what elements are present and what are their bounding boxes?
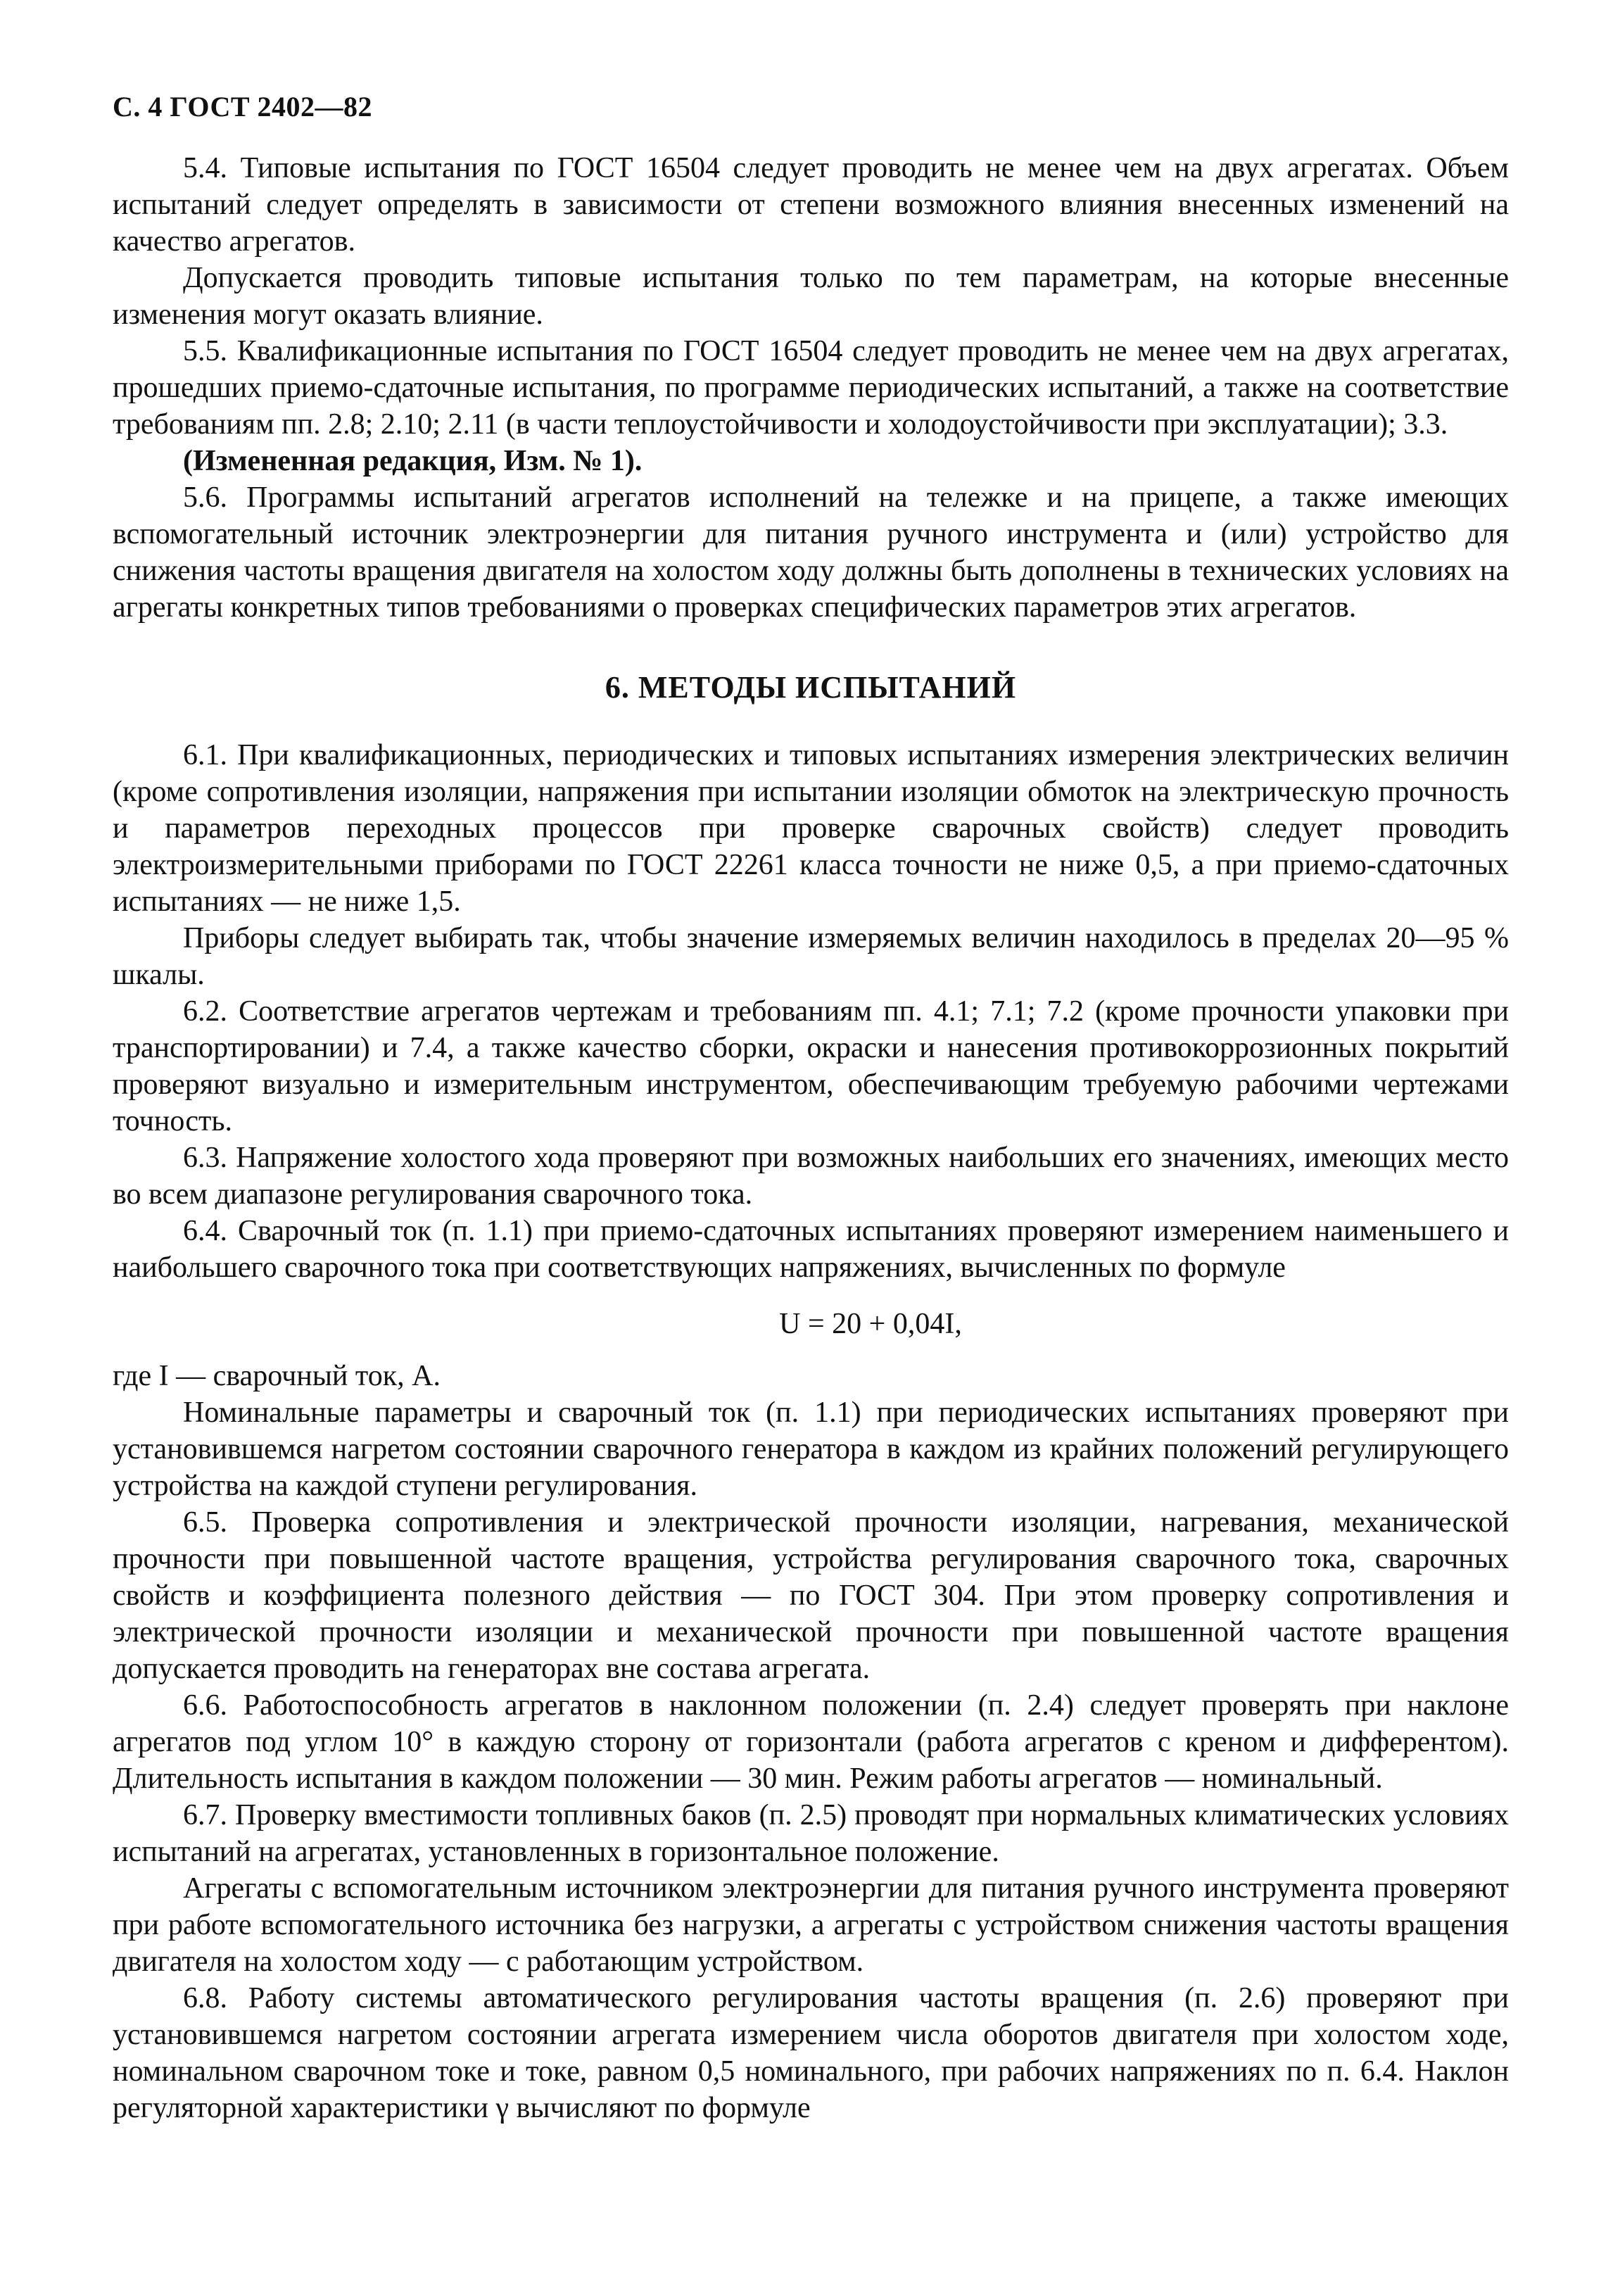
paragraph-6-3: 6.3. Напряжение холостого хода проверяют при возможных наибольших его значениях, имеющих место во всем диапазоне регулирования сварочного тока. <box>113 1142 1509 1211</box>
paragraph-6-4: 6.4. Сварочный ток (п. 1.1) при приемо-сдаточных испытаниях проверяют измерением наименьшего и наибольшего сварочного тока при соответствующих напряжениях, вычисленных по формуле <box>113 1215 1509 1284</box>
paragraph-5-4: 5.4. Типовые испытания по ГОСТ 16504 следует проводить не менее чем на двух агрегатах. Объем испытаний следует определять в зависимости от степени возможного влияния внесенных изменений на качество агрегатов. <box>113 152 1509 258</box>
paragraph-6-7-note: Агрегаты с вспомогательным источником электроэнергии для питания ручного инструмента проверяют при работе вспомогательного источника без нагрузки, а агрегаты с устройством снижения частоты вращения двигателя на холостом ходу — с работающим устройством. <box>113 1872 1509 1978</box>
paragraph-6-6: 6.6. Работоспособность агрегатов в наклонном положении (п. 2.4) следует проверять при наклоне агрегатов под углом 10° в каждую сторону от горизонтали (работа агрегатов с креном и дифферентом). Длительность испытания в каждом положении — 30 мин. Режим работы агрегатов — номинальный. <box>113 1689 1509 1795</box>
paragraph-6-4-note: Номинальные параметры и сварочный ток (п. 1.1) при периодических испытаниях проверяют при установившемся нагретом состоянии сварочного генератора в каждом из крайних положений регулирующего устройства на каждой ступени регулирования. <box>113 1396 1509 1502</box>
paragraph-6-1-note: Приборы следует выбирать так, чтобы значение измеряемых величин находилось в пределах 20—95 % шкалы. <box>113 922 1509 991</box>
paragraph-6-2: 6.2. Соответствие агрегатов чертежам и требованиям пп. 4.1; 7.1; 7.2 (кроме прочности упаковки при транспортировании) и 7.4, а также качество сборки, окраски и нанесения противокоррозионных покрытий проверяют визуально и измерительным инструментом, обеспечивающим требуемую рабочими чертежами точность. <box>113 995 1509 1137</box>
amendment-note: (Измененная редакция, Изм. № 1). <box>183 445 643 477</box>
paragraph-6-8: 6.8. Работу системы автоматического регулирования частоты вращения (п. 2.6) проверяют при установившемся нагретом состоянии агрегата измерением числа оборотов двигателя при холостом ходе, номинальном сварочном токе и токе, равном 0,5 номинального, при рабочих напряжениях по п. 6.4. Наклон регуляторной характеристики γ вычисляют по формуле <box>113 1982 1509 2124</box>
page-header: С. 4 ГОСТ 2402—82 <box>113 91 373 122</box>
paragraph-6-5: 6.5. Проверка сопротивления и электрической прочности изоляции, нагревания, механической прочности при повышенной частоте вращения, устройства регулирования сварочного тока, сварочных свойств и коэффициента полезного действия — по ГОСТ 304. При этом проверку сопротивления и электрической прочности изоляции и механической прочности при повышенной частоте вращения допускается проводить на генераторах вне состава агрегата. <box>113 1506 1509 1685</box>
section-title: 6. МЕТОДЫ ИСПЫТАНИЙ <box>605 670 1017 705</box>
paragraph-5-5: 5.5. Квалификационные испытания по ГОСТ 16504 следует проводить не менее чем на двух агрегатах, прошедших приемо-сдаточные испытания, по программе периодических испытаний, а также на соответствие требованиям пп. 2.8; 2.10; 2.11 (в части теплоустойчивости и холодоустойчивости при эксплуатации); 3.3. <box>113 335 1509 441</box>
formula-voltage: U = 20 + 0,04I, <box>779 1308 962 1340</box>
paragraph-6-1: 6.1. При квалификационных, периодических и типовых испытаниях измерения электрических величин (кроме сопротивления изоляции, напряжения при испытании изоляции обмоток на электрическую прочность и параметров переходных процессов при проверке сварочных свойств) следует проводить электроизмерительными приборами по ГОСТ 22261 класса точности не ниже 0,5, а при приемо-сдаточных испытаниях — не ниже 1,5. <box>113 739 1509 918</box>
formula-legend: где I — сварочный ток, А. <box>113 1360 441 1392</box>
paragraph-5-4-note: Допускается проводить типовые испытания только по тем параметрам, на которые внесенные изменения могут оказать влияние. <box>113 262 1509 331</box>
paragraph-5-6: 5.6. Программы испытаний агрегатов исполнений на тележке и на прицепе, а также имеющих вспомогательный источник электроэнергии для питания ручного инструмента и (или) устройство для снижения частоты вращения двигателя на холостом ходу должны быть дополнены в технических условиях на агрегаты конкретных типов требованиями о проверках специфических параметров этих агрегатов. <box>113 481 1509 624</box>
paragraph-6-7: 6.7. Проверку вместимости топливных баков (п. 2.5) проводят при нормальных климатических условиях испытаний на агрегатах, установленных в горизонтальное положение. <box>113 1799 1509 1868</box>
document-body <box>113 150 1509 2126</box>
